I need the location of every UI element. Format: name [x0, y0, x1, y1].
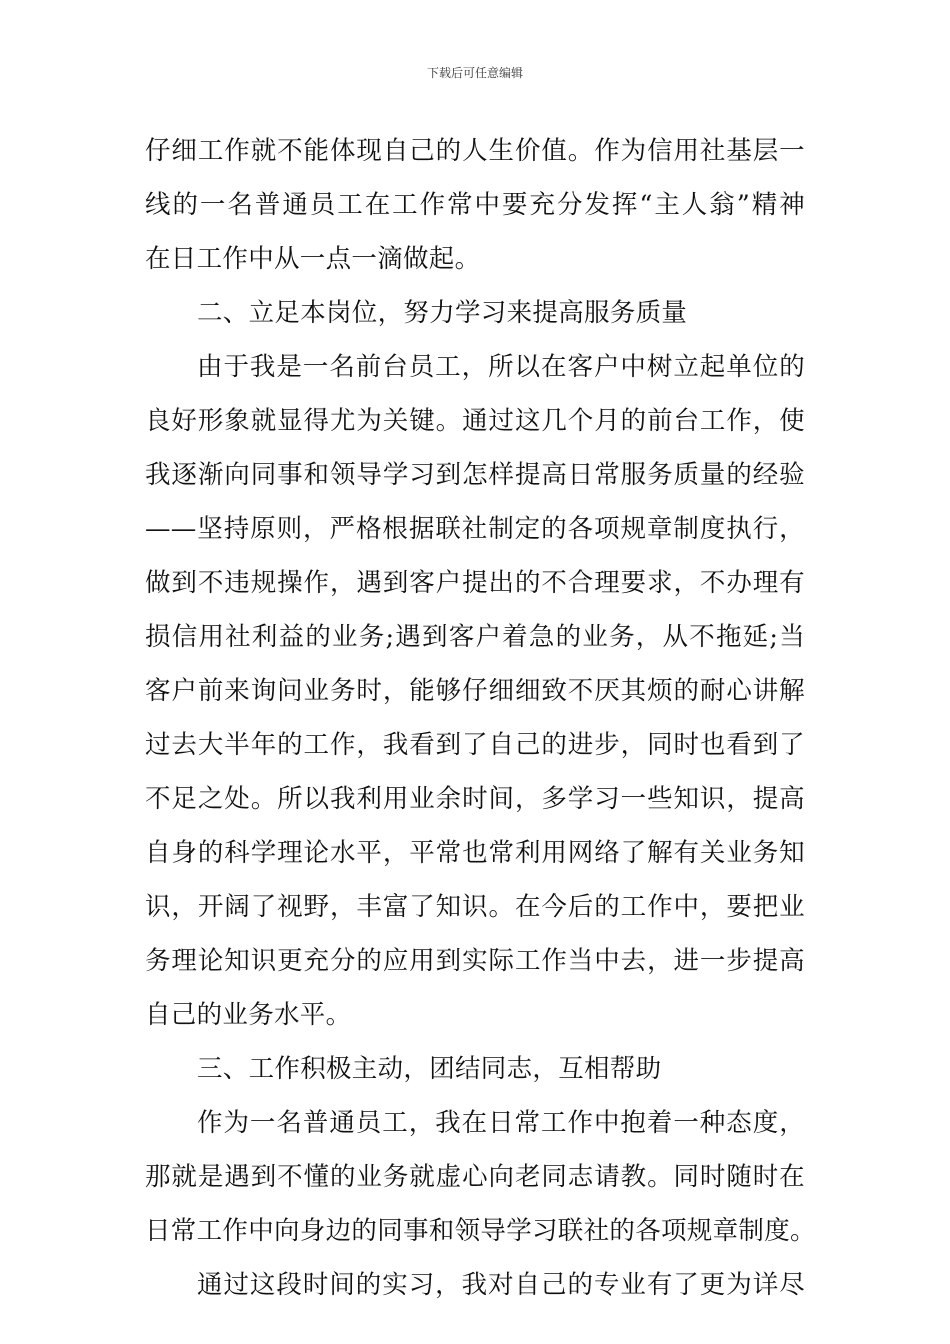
text-line: 我逐渐向同事和领导学习到怎样提高日常服务质量的经验 [145, 460, 805, 490]
text-line: 作为一名普通员工，我在日常工作中抱着一种态度， [197, 1108, 805, 1138]
text-line: 过去大半年的工作，我看到了自己的进步，同时也看到了 [145, 730, 805, 760]
text-line: 日常工作中向身边的同事和领导学习联社的各项规章制度。 [145, 1216, 816, 1246]
text-line: ——坚持原则，严格根据联社制定的各项规章制度执行， [145, 514, 805, 544]
text-line: 损信用社利益的业务;遇到客户着急的业务，从不拖延;当 [145, 622, 805, 652]
text-line: 自身的科学理论水平，平常也常利用网络了解有关业务知 [145, 838, 805, 868]
text-line: 客户前来询问业务时，能够仔细细致不厌其烦的耐心讲解 [145, 676, 805, 706]
text-line: 线的一名普通员工在工作常中要充分发挥“主人翁”精神 [145, 190, 805, 220]
text-line: 不足之处。所以我利用业余时间，多学习一些知识，提高 [145, 784, 805, 814]
text-line: 通过这段时间的实习，我对自己的专业有了更为详尽 [197, 1270, 805, 1300]
section-heading: 二、立足本岗位，努力学习来提高服务质量 [197, 298, 688, 328]
text-line: 由于我是一名前台员工，所以在客户中树立起单位的 [197, 352, 805, 382]
text-line: 在日工作中从一点一滴做起。 [145, 244, 481, 274]
document-body [145, 124, 816, 1312]
page-header: 下载后可任意编辑 [426, 66, 523, 80]
text-line: 务理论知识更充分的应用到实际工作当中去，进一步提高 [145, 946, 805, 976]
text-line: 那就是遇到不懂的业务就虚心向老同志请教。同时随时在 [145, 1162, 805, 1192]
section-heading: 三、工作积极主动，团结同志，互相帮助 [197, 1054, 662, 1084]
text-line: 识，开阔了视野，丰富了知识。在今后的工作中，要把业 [145, 892, 805, 922]
text-line: 良好形象就显得尤为关键。通过这几个月的前台工作，使 [145, 406, 805, 436]
text-line: 仔细工作就不能体现自己的人生价值。作为信用社基层一 [145, 136, 805, 166]
text-line: 做到不违规操作，遇到客户提出的不合理要求，不办理有 [145, 568, 805, 598]
text-line: 自己的业务水平。 [145, 1000, 352, 1030]
